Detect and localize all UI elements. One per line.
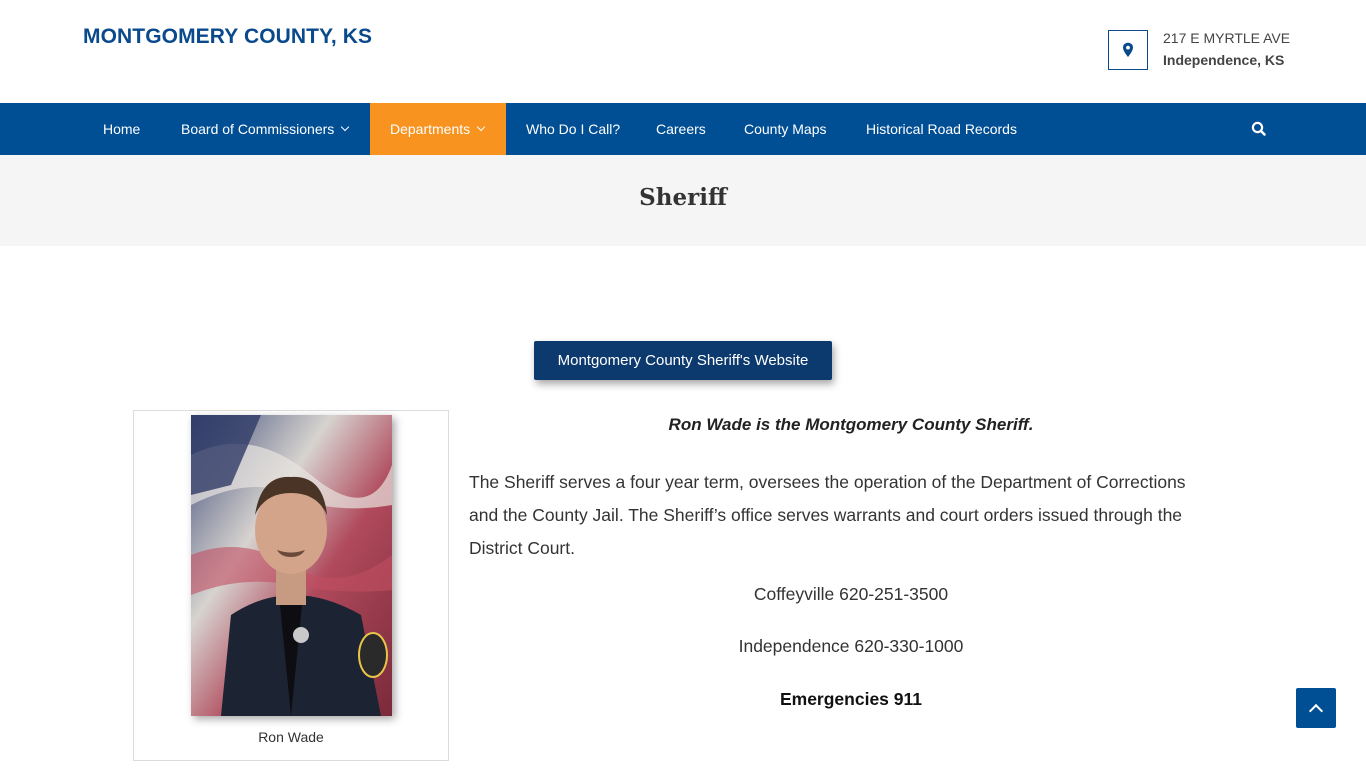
page-header [0, 155, 1366, 246]
page-title: Sheriff [639, 184, 727, 211]
nav-item-departments[interactable] [370, 103, 506, 155]
search-icon[interactable] [1250, 120, 1268, 138]
nav-label: County Maps [744, 121, 827, 137]
back-to-top-button[interactable] [1296, 688, 1336, 728]
phone-coffeyville: Coffeyville 620-251-3500 [753, 584, 949, 604]
photo-caption: Ron Wade [258, 729, 324, 745]
chevron-down-icon [477, 123, 485, 131]
sheriff-photo-card [133, 410, 449, 761]
address-city: Independence, KS [1163, 52, 1285, 68]
nav-label: Who Do I Call? [526, 121, 621, 137]
nav-label: Home [103, 121, 141, 137]
nav-label: Historical Road Records [866, 121, 1017, 137]
nav-label: Careers [656, 121, 706, 137]
emergency-number: Emergencies 911 [779, 689, 923, 709]
nav-item-careers[interactable] [636, 103, 726, 155]
phone-independence: Independence 620-330-1000 [738, 636, 964, 656]
chevron-up-icon [1309, 703, 1323, 717]
map-marker-icon [1108, 30, 1148, 70]
sheriff-intro: Ron Wade is the Montgomery County Sheriff. [668, 415, 1034, 434]
nav-item-county-maps[interactable] [724, 103, 846, 155]
sheriff-website-button[interactable]: Montgomery County Sheriff's Website [534, 341, 832, 380]
address-street: 217 E MYRTLE AVE [1163, 30, 1291, 46]
nav-item-who-do-i-call[interactable] [506, 103, 640, 155]
site-title[interactable]: MONTGOMERY COUNTY, KS [83, 25, 373, 48]
nav-label: Departments [390, 121, 471, 137]
nav-item-historical-road-records[interactable] [846, 103, 1037, 155]
main-nav [0, 103, 1366, 155]
sheriff-portrait-image [191, 415, 392, 716]
nav-item-board-of-commissioners[interactable] [161, 103, 368, 155]
sheriff-description: The Sheriff serves a four year term, oversees the operation of the Department of Corrections and the County Jail. The Sheriff’s office serves warrants and court orders issued through the District Court. [469, 472, 1186, 558]
nav-item-home[interactable] [83, 103, 160, 155]
chevron-down-icon [341, 123, 349, 131]
site-header [0, 0, 1366, 103]
nav-label: Board of Commissioners [181, 121, 335, 137]
